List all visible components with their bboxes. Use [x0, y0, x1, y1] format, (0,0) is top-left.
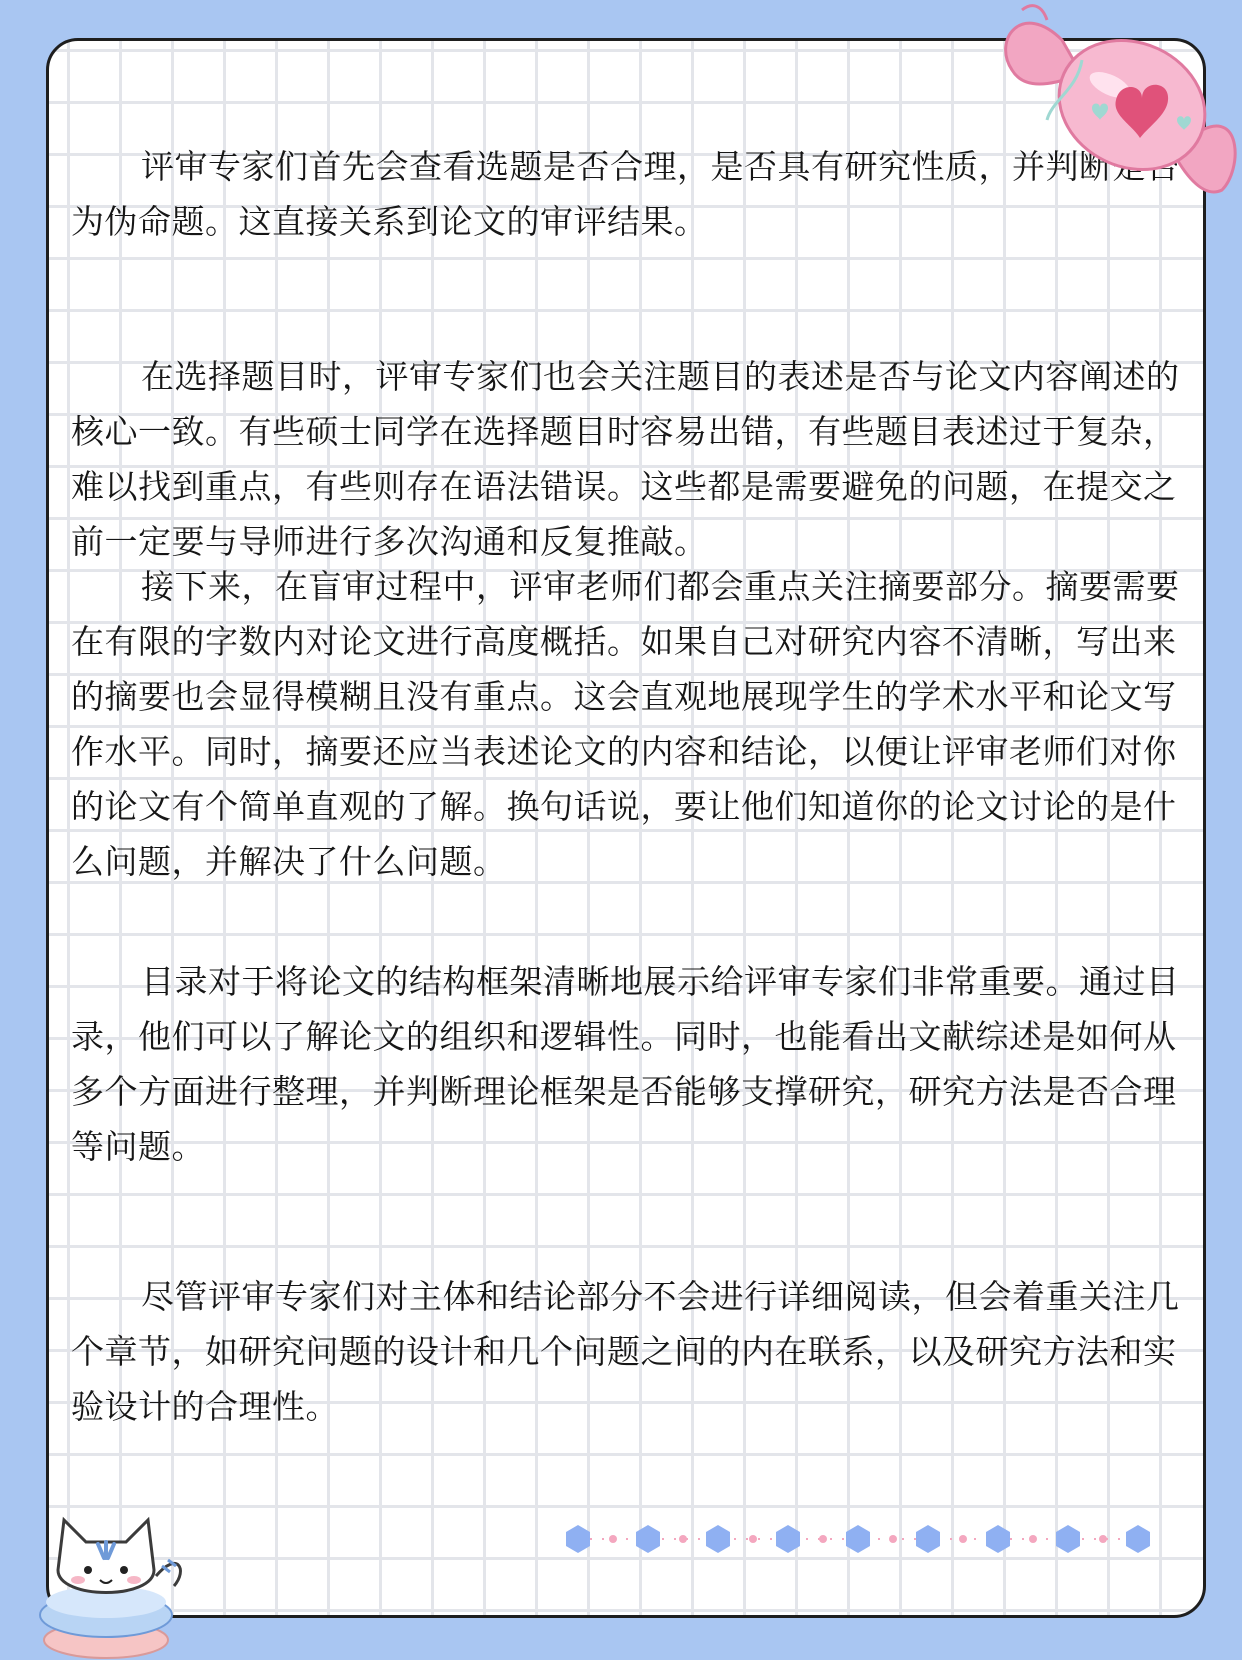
paragraph-body-and-conclusion — [71, 1269, 1191, 1434]
paragraph-text: 评审专家们首先会查看选题是否合理，是否具有研究性质，并判断是否为伪命题。这直接关系到论文的审评结果。 — [71, 147, 1180, 241]
paragraph-abstract — [71, 559, 1191, 889]
paragraph-text: 在选择题目时，评审专家们也会关注题目的表述是否与论文内容阐述的核心一致。有些硕士同学在选择题目时容易出错，有些题目表述过于复杂，难以找到重点，有些则存在语法错误。这些都是需要避免的问题，在提交之前一定要与导师进行多次沟通和反复推敲。 — [71, 357, 1180, 561]
paragraph-title-wording — [71, 349, 1191, 569]
grid-paper — [46, 38, 1206, 1618]
candy-icon — [992, 0, 1242, 200]
hexagon-dots-decoration — [564, 1521, 1154, 1557]
paragraph-text: 接下来，在盲审过程中，评审老师们都会重点关注摘要部分。摘要需要在有限的字数内对论文进行高度概括。如果自己对研究内容不清晰，写出来的摘要也会显得模糊且没有重点。这会直观地展现学生的学术水平和论文写作水平。同时，摘要还应当表述论文的内容和结论，以便让评审老师们对你的论文有个简单直观的了解。换句话说，要让他们知道你的论文讨论的是什么问题，并解决了什么问题。 — [71, 567, 1180, 881]
paragraph-text: 尽管评审专家们对主体和结论部分不会进行详细阅读，但会着重关注几个章节，如研究问题的设计和几个问题之间的内在联系，以及研究方法和实验设计的合理性。 — [71, 1277, 1180, 1426]
paragraph-text: 目录对于将论文的结构框架清晰地展示给评审专家们非常重要。通过目录，他们可以了解论文的组织和逻辑性。同时，也能看出文献综述是如何从多个方面进行整理，并判断理论框架是否能够支撑研究，研究方法是否合理等问题。 — [71, 962, 1180, 1166]
paragraph-table-of-contents — [71, 954, 1191, 1174]
cat-on-macaron-icon — [28, 1490, 198, 1660]
